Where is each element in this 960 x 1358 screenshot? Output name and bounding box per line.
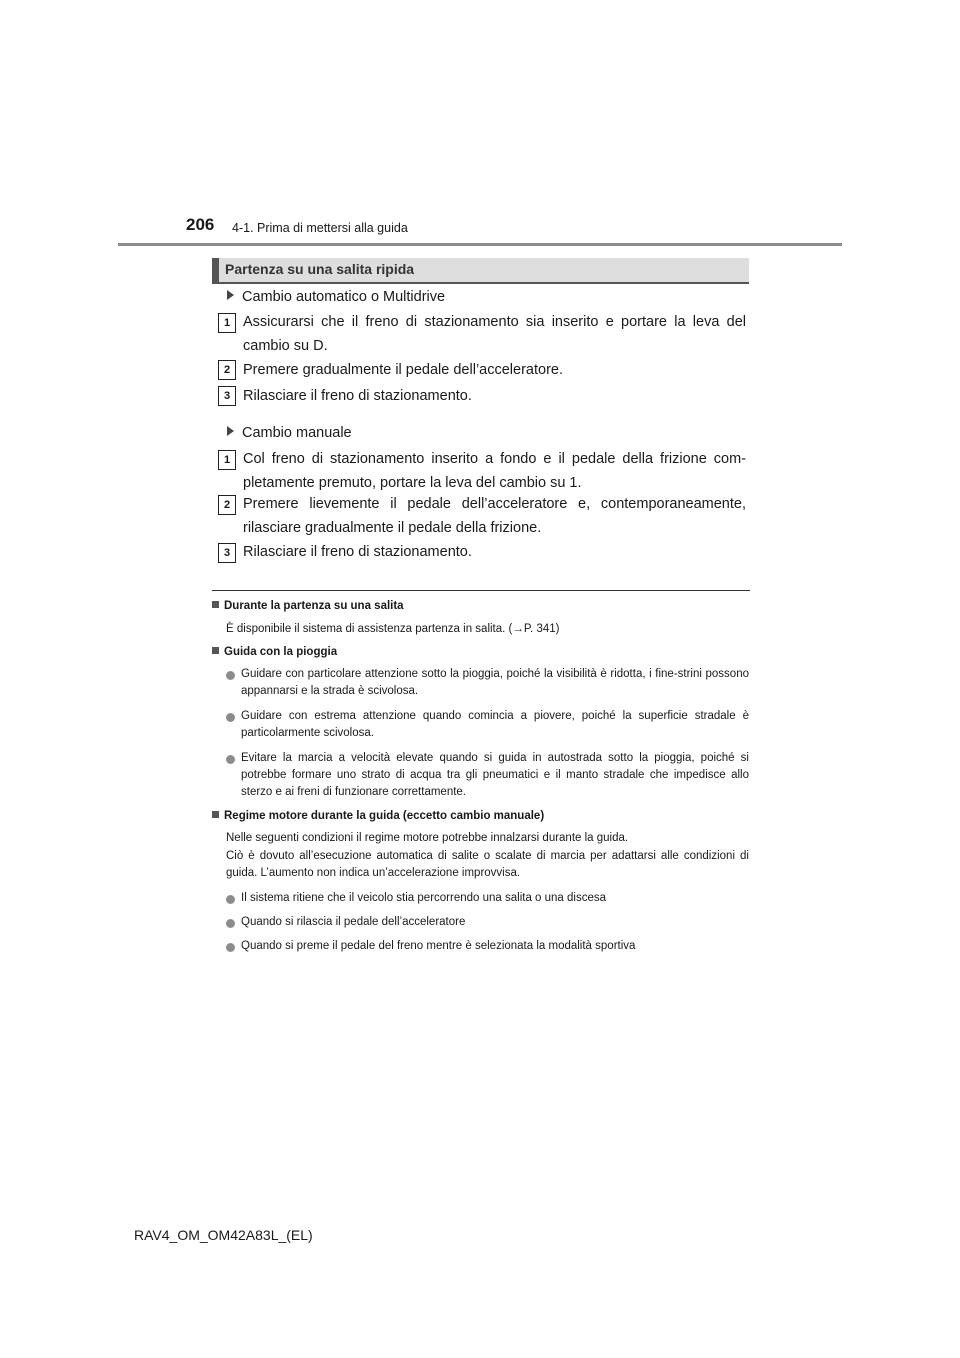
manual-heading-label: Cambio manuale xyxy=(242,425,352,441)
note-heading-rpm xyxy=(212,810,544,822)
round-bullet-icon xyxy=(226,713,235,722)
step-text: Col freno di stazionamento inserito a fondo e il pedale della frizione com-pletamente premuto, portare la leva del cambio su 1. xyxy=(243,451,746,491)
bullet-text: Quando si preme il pedale del freno mentre è selezionata la modalità sportiva xyxy=(241,940,636,952)
note-heading-hill-start xyxy=(212,600,404,612)
step-text: Premere lievemente il pedale dell’acceleratore e, contemporaneamente, rilasciare gradualmente il pedale della frizione. xyxy=(243,496,746,536)
note-text: Ciò è dovuto all’esecuzione automatica di salite o scalate di marcia per adattarsi alle condizioni di guida. L’aumento non indica un’accelerazione improvvisa. xyxy=(226,850,749,879)
step-text: Rilasciare il freno di stazionamento. xyxy=(243,388,472,404)
section-title: Partenza su una salita ripida xyxy=(225,261,415,277)
note-text: Nelle seguenti condizioni il regime motore potrebbe innalzarsi durante la guida. xyxy=(226,832,629,844)
square-bullet-icon xyxy=(212,647,219,654)
bullet-text: Quando si rilascia il pedale dell’acceleratore xyxy=(241,916,466,928)
step-badge: 3 xyxy=(218,386,236,406)
note-heading-label: Guida con la pioggia xyxy=(224,646,338,658)
note-heading-label: Regime motore durante la guida (eccetto cambio manuale) xyxy=(224,810,545,822)
section-divider xyxy=(212,590,750,591)
automatic-heading-label: Cambio automatico o Multidrive xyxy=(242,289,446,305)
bullet-text: Guidare con estrema attenzione quando comincia a piovere, poiché la superficie stradale è particolarmente scivolosa. xyxy=(241,710,749,739)
step-badge: 2 xyxy=(218,495,236,515)
chapter-title: 4-1. Prima di mettersi alla guida xyxy=(232,221,408,235)
step-badge: 1 xyxy=(218,450,236,470)
step-badge: 3 xyxy=(218,543,236,563)
square-bullet-icon xyxy=(212,811,219,818)
step-text: Assicurarsi che il freno di stazionamento sia inserito e portare la leva del cambio su D. xyxy=(243,314,746,354)
step-text: Premere gradualmente il pedale dell’acceleratore. xyxy=(243,362,563,378)
triangle-arrow-icon xyxy=(227,426,234,436)
round-bullet-icon xyxy=(226,895,235,904)
note-heading-label: Durante la partenza su una salita xyxy=(224,600,404,612)
triangle-arrow-icon xyxy=(227,290,234,300)
section-accent xyxy=(212,258,219,282)
bullet-text: Guidare con particolare attenzione sotto la pioggia, poiché la visibilità è ridotta, i fine-strini possono appannarsi e la strada è scivolosa. xyxy=(241,668,749,697)
round-bullet-icon xyxy=(226,943,235,952)
manual-heading xyxy=(227,425,352,441)
bullet-text: Il sistema ritiene che il veicolo stia percorrendo una salita o una discesa xyxy=(241,892,606,904)
step-badge: 2 xyxy=(218,360,236,380)
square-bullet-icon xyxy=(212,601,219,608)
footer-document-code: RAV4_OM_OM42A83L_(EL) xyxy=(134,1227,313,1243)
note-text: È disponibile il sistema di assistenza partenza in salita. (→P. 341) xyxy=(226,623,560,635)
bullet-text: Evitare la marcia a velocità elevate quando si guida in autostrada sotto la pioggia, poiché si potrebbe formare uno strato di acqua tra gli pneumatici e il manto stradale che impedisce allo sterzo e ai freni di funzionare correttamente. xyxy=(241,752,749,798)
step-text: Rilasciare il freno di stazionamento. xyxy=(243,544,472,560)
automatic-heading xyxy=(227,289,445,305)
header-rule xyxy=(118,243,842,246)
note-heading-rain xyxy=(212,646,337,658)
step-badge: 1 xyxy=(218,313,236,333)
round-bullet-icon xyxy=(226,919,235,928)
round-bullet-icon xyxy=(226,671,235,680)
section-header-bar xyxy=(212,258,749,284)
round-bullet-icon xyxy=(226,755,235,764)
page-number: 206 xyxy=(186,215,215,234)
